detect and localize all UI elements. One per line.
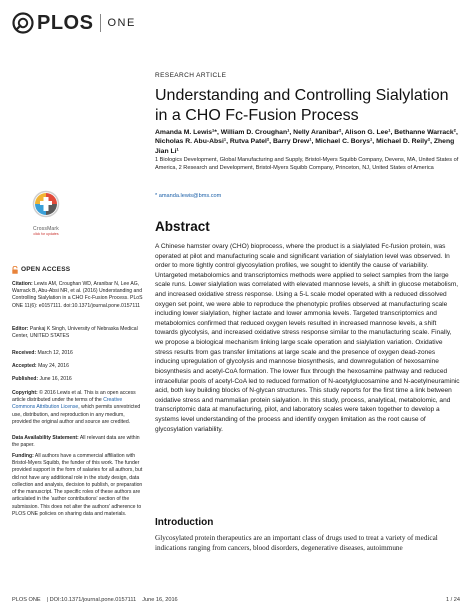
author-list: Amanda M. Lewis¹*, William D. Croughan¹, Nelly Aranibar², Alison G. Lee¹, Bethanne Warrack², Nicholas R. Abu-Absi¹, Rutva Patel², Barry Drew¹, Michael C. Borys¹, Michael D. Reily², Zheng Jian Li¹	[155, 129, 458, 155]
copyright-text-end: , which permits unrestricted use, distribution, and reproduction in any medium, provided the original author and source are credited.	[12, 404, 141, 425]
introduction-heading: Introduction	[155, 517, 214, 528]
editor-block	[12, 326, 144, 340]
accepted-block	[12, 363, 144, 370]
citation-label: Citation:	[12, 281, 33, 287]
citation-block	[12, 281, 144, 310]
page-number: 1 / 24	[446, 597, 460, 603]
footer-date: June 16, 2016	[142, 597, 178, 603]
data-availability-text: All relevant data are within the paper.	[12, 435, 140, 449]
funding-block	[12, 453, 144, 518]
received-date: March 12, 2016	[37, 350, 73, 356]
published-label: Published:	[12, 376, 39, 382]
plos-logo-icon	[12, 12, 34, 34]
abstract-text: A Chinese hamster ovary (CHO) bioprocess, where the product is a sialylated Fc-fusion protein, was operated at pilot and manufacturing scale and significant variation of sialylation level was observed. In order to more tightly control glycosylation profiles, we sought to identify the cause of variability. Untargeted metabolomics and transcriptomics methods were applied to select samples from the large scale runs. Lower sialylation was correlated with elevated mannose levels, a shift in glucose metabolism, and increased oxidative stress response. Using a 5-L scale model operated with a reduced dissolved oxygen set point, we were able to reproduce the phenotypic profiles observed at manufacturing scale including lower sialylation, higher lactate and lower ammonia levels. Targeted transcriptomics and metabolomics confirmed that reduced oxygen levels resulted in increased mannose levels, a shift towards glycolysis, and increased oxidative stress response similar to the manufacturing scale. Finally, we propose a biological mechanism linking large scale operation and sialylation variation. Oxidative stress results from gas transfer limitations at large scale and the presence of oxygen dead-zones inducing upregulation of glycolysis and mannose biosynthesis, and downregulation of hexosamine biosynthesis and acetyl-CoA formation. The lower flux through the hexosamine pathway and reduced intracellular pools of acetyl-CoA led to reduced formation of N-acetylglucosamine and N-acetylneuraminic acid, both key building blocks of N-glycan structures. This study reports for the first time a link between oxidative stress and mammalian protein sialyation. In this study, process, analytical, metabolomic, and transcriptomic data at manufacturing, pilot, and laboratory scales were taken together to develop a systems level understanding of the process and identify oxygen limitation as the root cause of glycosylation variability.	[155, 243, 460, 433]
open-lock-icon	[12, 266, 18, 274]
copyright-block	[12, 390, 144, 426]
received-label: Received:	[12, 350, 37, 356]
published-date: June 16, 2016	[39, 376, 72, 382]
article-type: RESEARCH ARTICLE	[155, 72, 227, 79]
editor-text: Pankaj K Singh, University of Nebraska Medical Center, UNITED STATES	[12, 326, 138, 340]
page-footer	[12, 597, 460, 603]
open-access-label: OPEN ACCESS	[21, 266, 71, 273]
journal-logo[interactable]	[12, 10, 136, 36]
data-availability-block	[12, 435, 144, 449]
accepted-label: Accepted:	[12, 363, 37, 369]
funding-text: All authors have a commercial affiliation with Bristol-Myers Squibb, the funder of this work. The funder provided support in the form of salaries for all authors, but did not have any additional role in the study design, data collection and analysis, decision to publish, or preparation of the manuscript. The specific roles of these authors are articulated in the 'author contributions' section of the submission. This does not alter the authors' adherence to PLOS ONE policies on sharing data and materials.	[12, 453, 143, 517]
funding-label: Funding:	[12, 453, 34, 459]
data-availability-label: Data Availability Statement:	[12, 435, 79, 441]
footer-journal: PLOS ONE	[12, 597, 41, 603]
affiliations: 1 Biologics Development, Global Manufacturing and Supply, Bristol-Myers Squibb Company, Devens, MA, United States of America, 2 Research and Development, Bristol-Myers Squibb Company, Princeton, NJ, United States of America	[155, 157, 459, 171]
copyright-text: © 2016 Lewis et al. This is an open access article distributed under the terms of the	[12, 390, 136, 404]
crossmark-sublabel: click for updates	[33, 232, 59, 236]
footer-doi[interactable]: | DOI:10.1371/journal.pone.0157111	[46, 597, 137, 603]
logo-divider	[100, 14, 101, 32]
corresponding-email-link[interactable]: * amanda.lewis@bms.com	[155, 193, 222, 199]
cc-license-link[interactable]: Creative Commons Attribution License	[12, 397, 123, 411]
logo-wordmark: PLOS	[37, 11, 94, 34]
editor-label: Editor:	[12, 326, 29, 332]
logo-journal-name: ONE	[107, 17, 136, 29]
article-title: Understanding and Controlling Sialylation in a CHO Fc-Fusion Process	[155, 87, 449, 124]
copyright-label: Copyright:	[12, 390, 38, 396]
crossmark-badge[interactable]	[28, 190, 64, 236]
crossmark-icon	[32, 190, 60, 225]
citation-text: Lewis AM, Croughan WD, Aranibar N, Lee AG, Warrack B, Abu-Absi NR, et al. (2016) Understanding and Controlling Sialylation in a CHO Fc-Fusion Process. PLoS ONE 11(6): e0157111. doi:10.1371/journal.pone.0157111	[12, 281, 143, 309]
received-block	[12, 350, 144, 357]
crossmark-label: CrossMark	[33, 226, 59, 232]
accepted-date: May 24, 2016	[38, 363, 69, 369]
abstract-heading: Abstract	[155, 219, 210, 234]
open-access-badge	[12, 265, 144, 274]
introduction-text: Glycosylated protein therapeutics are an important class of drugs used to treat a variety of medical indications ranging from cancers, blood disorders, degenerative diseases, autoimmune	[155, 534, 438, 553]
published-block	[12, 376, 144, 383]
